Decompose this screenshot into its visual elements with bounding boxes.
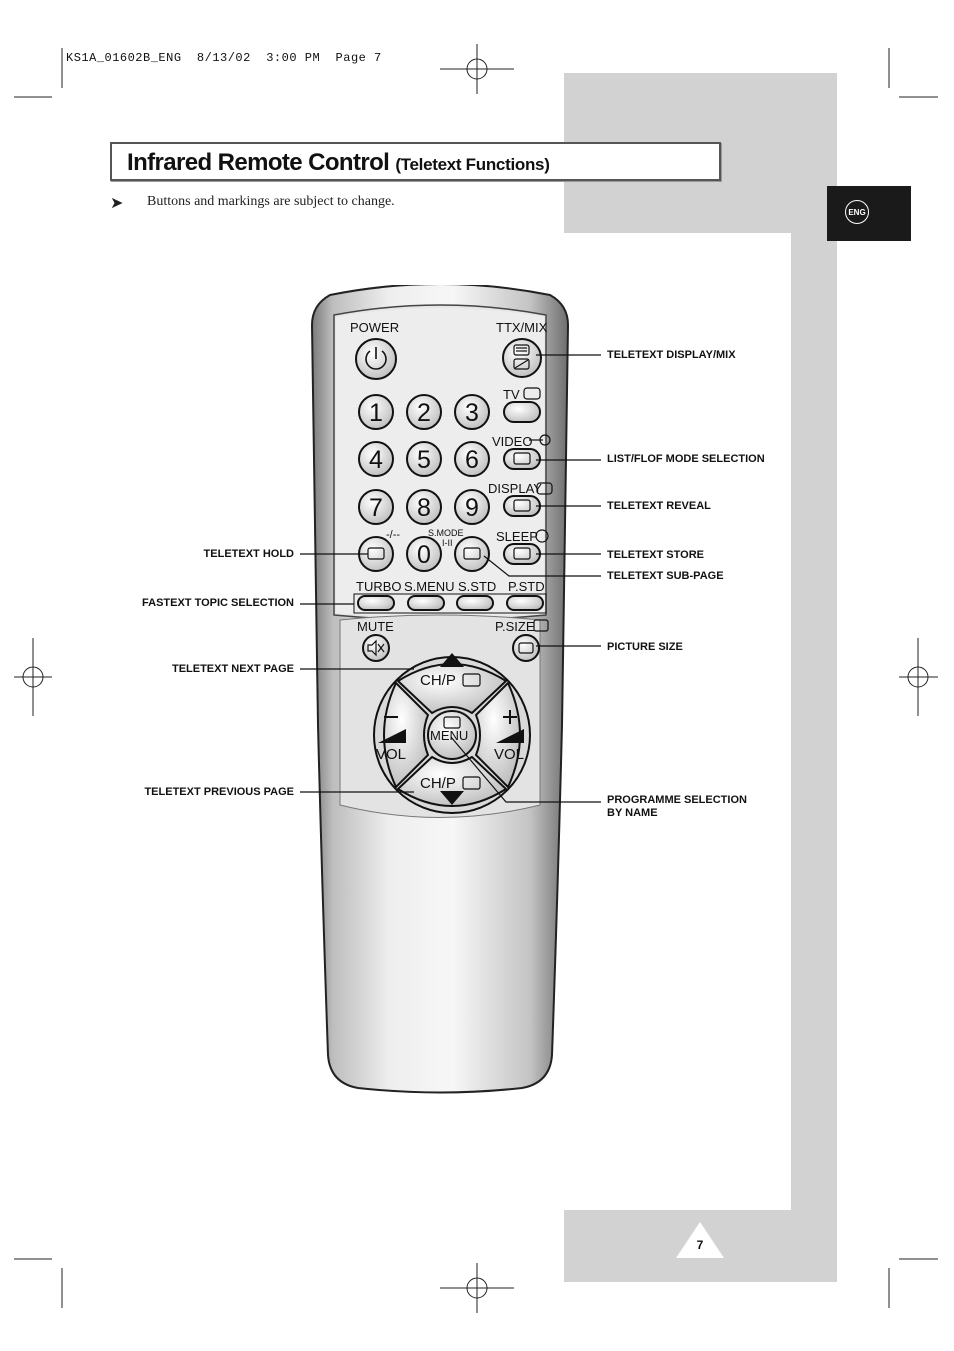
callout-list-flof: LIST/FLOF MODE SELECTION — [607, 453, 765, 465]
ttx-mix-label: TTX/MIX — [496, 320, 548, 335]
sstd-label: S.STD — [458, 579, 497, 594]
digit-0-label: 0 — [417, 541, 431, 569]
display-label: DISPLAY — [488, 481, 542, 496]
digit-9-label: 9 — [465, 494, 479, 522]
mute-label: MUTE — [357, 619, 394, 634]
psize-label: P.SIZE — [495, 619, 535, 634]
vol-left-label: VOL — [376, 746, 407, 763]
chp-down-label: CH/P — [420, 775, 456, 792]
callout-picture-size: PICTURE SIZE — [607, 641, 683, 653]
turbo-label: TURBO — [356, 579, 402, 594]
callout-fastext-topic: FASTEXT TOPIC SELECTION — [142, 597, 294, 609]
digit-6-label: 6 — [465, 446, 479, 474]
tv-label: TV — [503, 387, 520, 402]
page-number: 7 — [696, 1238, 704, 1252]
print-header: KS1A_01602B_ENG 8/13/02 3:00 PM Page 7 — [66, 51, 382, 65]
note-text: Buttons and markings are subject to change. — [147, 194, 395, 209]
page-number-badge — [676, 1222, 724, 1258]
title-main-text: Infrared Remote Control — [127, 149, 390, 176]
smode-sub-label: I-II — [442, 538, 453, 548]
smode-label: S.MODE — [428, 528, 464, 538]
callout-teletext-hold: TELETEXT HOLD — [203, 548, 294, 560]
video-label: VIDEO — [492, 434, 533, 449]
dash-label: -/-- — [386, 529, 401, 541]
digit-4-label: 4 — [369, 446, 383, 474]
pstd-label: P.STD — [508, 579, 545, 594]
sleep-label: SLEEP — [496, 529, 538, 544]
callout-teletext-sub-page: TELETEXT SUB-PAGE — [607, 570, 724, 582]
callout-teletext-store: TELETEXT STORE — [607, 549, 704, 561]
language-tab-label: ENG — [845, 200, 869, 224]
digit-3-label: 3 — [465, 399, 479, 427]
callout-teletext-reveal: TELETEXT REVEAL — [607, 500, 711, 512]
callout-programme-selection-line1: PROGRAMME SELECTION — [607, 794, 747, 806]
menu-label: MENU — [430, 728, 469, 743]
vol-right-label: VOL — [494, 746, 525, 763]
chp-up-label: CH/P — [420, 672, 456, 689]
callout-teletext-display-mix: TELETEXT DISPLAY/MIX — [607, 349, 736, 361]
power-label: POWER — [350, 320, 400, 335]
note-arrow-icon: ➤ — [110, 195, 124, 212]
digit-8-label: 8 — [417, 494, 431, 522]
digit-2-label: 2 — [417, 399, 431, 427]
callout-programme-selection-line2: BY NAME — [607, 807, 658, 819]
smenu-label: S.MENU — [404, 579, 455, 594]
digit-5-label: 5 — [417, 446, 431, 474]
digit-7-label: 7 — [369, 494, 383, 522]
callout-teletext-previous-page: TELETEXT PREVIOUS PAGE — [144, 786, 294, 798]
title-sub-text: (Teletext Functions) — [395, 155, 550, 174]
callout-teletext-next-page: TELETEXT NEXT PAGE — [171, 663, 294, 675]
digit-1-label: 1 — [369, 399, 383, 427]
